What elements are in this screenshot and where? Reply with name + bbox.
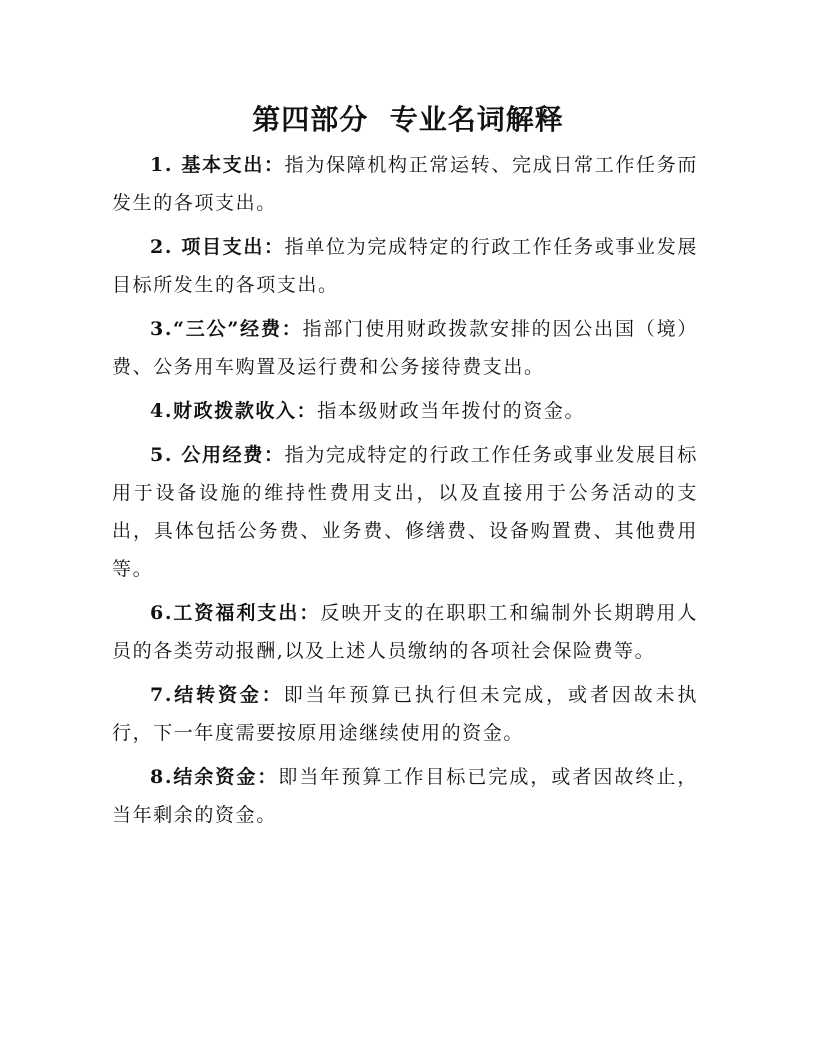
entry-definition: 指单位为完成特定的行政工作任务或事业发展目标所发生的各项支出。 [112, 236, 698, 296]
entry-definition: 指为保障机构正常运转、完成日常工作任务而发生的各项支出。 [112, 154, 698, 214]
page-title: 第四部分 专业名词解释 [252, 103, 564, 136]
glossary-entry-8 [112, 758, 698, 834]
entry-term: 2. 项目支出： [150, 236, 285, 258]
entry-term: 7.结转资金： [150, 684, 284, 706]
glossary-entry-5 [112, 436, 698, 588]
entry-definition: 反映开支的在职职工和编制外长期聘用人员的各类劳动报酬,以及上述人员缴纳的各项社会保险费等。 [112, 602, 698, 662]
entry-term: 4.财政拨款收入： [150, 400, 318, 422]
glossary-entry-3 [112, 310, 698, 386]
glossary-entry-2 [112, 228, 698, 304]
entry-term: 8.结余资金： [150, 766, 279, 788]
entry-definition: 指本级财政当年拨付的资金。 [317, 400, 586, 422]
entry-term: 6.工资福利支出： [150, 602, 321, 624]
glossary-entry-6 [112, 594, 698, 670]
entry-definition: 即当年预算已执行但未完成，或者因故未执行，下一年度需要按原用途继续使用的资金。 [112, 684, 698, 744]
entry-term: 3.“三公”经费： [150, 318, 303, 340]
entry-definition: 指为完成特定的行政工作任务或事业发展目标用于设备设施的维持性费用支出，以及直接用于公务活动的支出，具体包括公务费、业务费、修缮费、设备购置费、其他费用等。 [112, 444, 698, 580]
glossary-entry-1 [112, 146, 698, 222]
entry-definition: 即当年预算工作目标已完成，或者因故终止，当年剩余的资金。 [112, 766, 698, 826]
entry-definition: 指部门使用财政拨款安排的因公出国（境）费、公务用车购置及运行费和公务接待费支出。 [112, 318, 699, 378]
entry-term: 5. 公用经费： [150, 444, 285, 466]
entry-term: 1. 基本支出： [150, 154, 285, 176]
glossary-body [112, 146, 698, 840]
glossary-entry-4 [112, 392, 698, 430]
glossary-entry-7 [112, 676, 698, 752]
